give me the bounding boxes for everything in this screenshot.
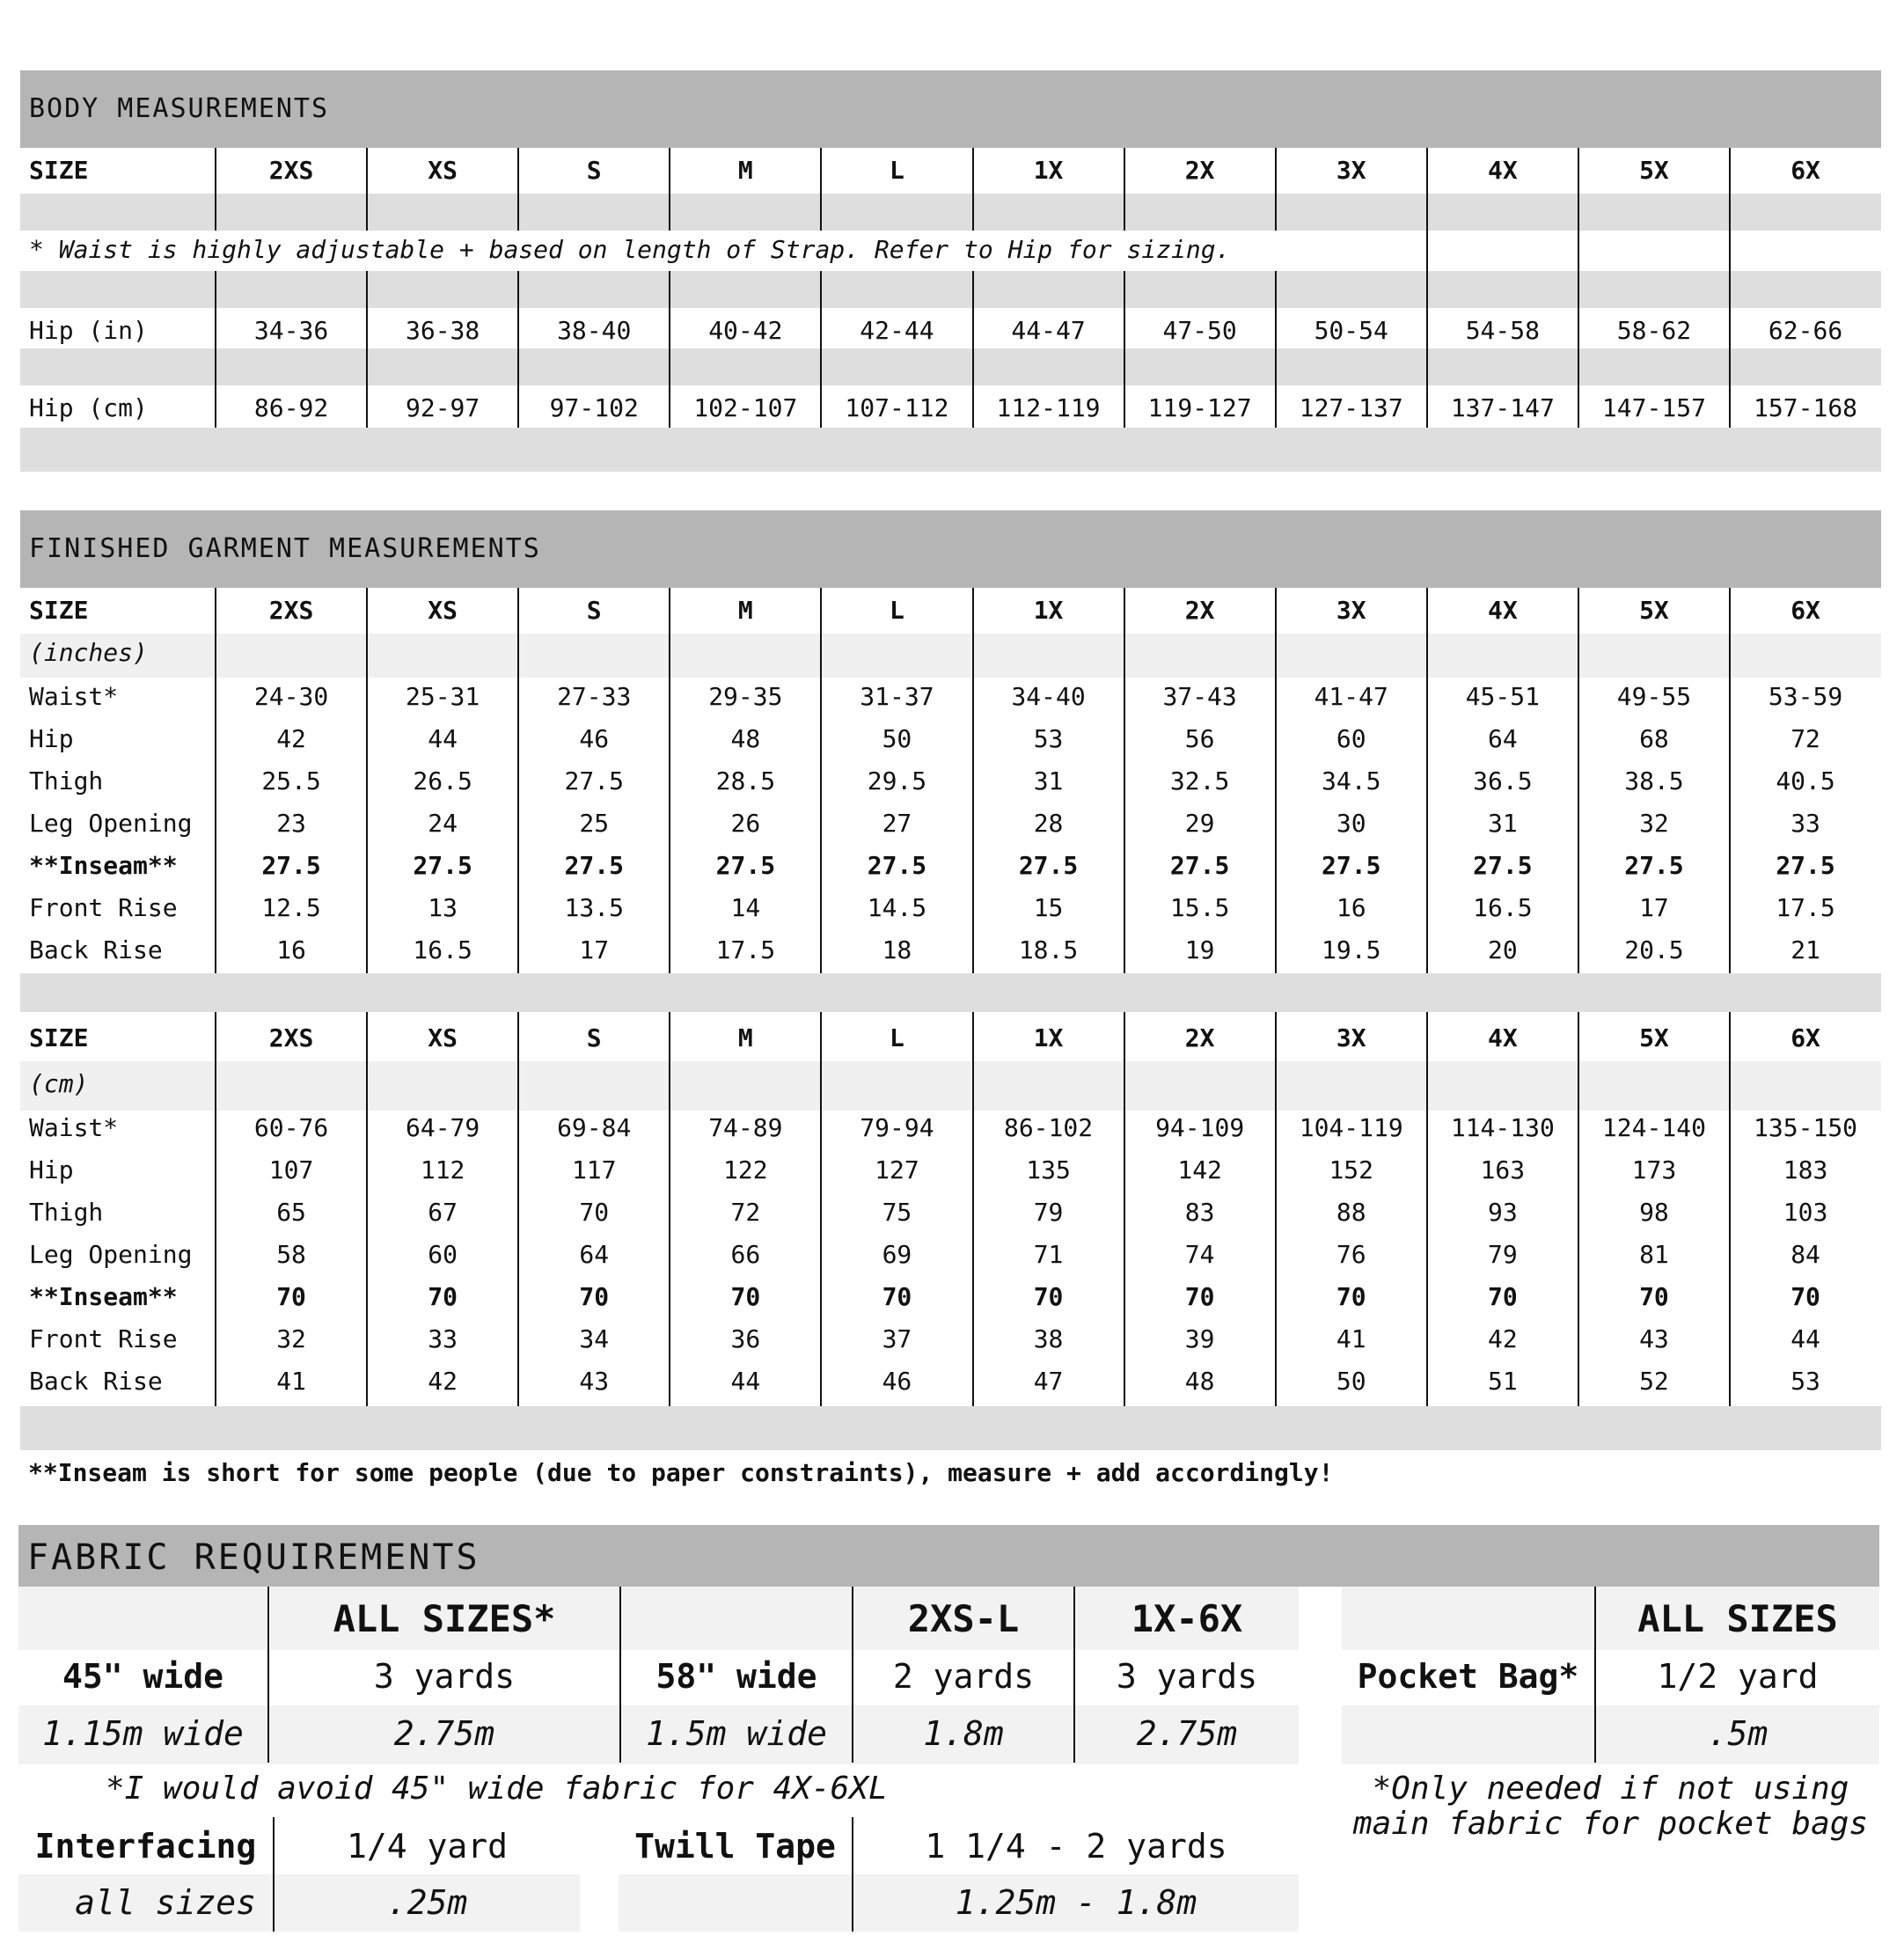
garment-cm-row-6-cell: 41 [276, 1367, 306, 1396]
fabric-58-label: 58" wide [655, 1657, 817, 1696]
garment-in-row-4-cell: 27.5 [413, 851, 472, 880]
garment-in-size-cell: 3X [1336, 596, 1366, 625]
body-hip-cm-cell: 102-107 [693, 393, 798, 422]
twill-tape-label: Twill Tape [634, 1827, 836, 1866]
garment-cm-row-0-cell: 135-150 [1754, 1113, 1858, 1142]
garment-cm-row-6-cell: 53 [1790, 1367, 1820, 1396]
garment-cm-row-5-cell: 32 [276, 1324, 306, 1353]
pocket-value: 1/2 yard [1657, 1657, 1819, 1696]
body-hip-in-cell: 40-42 [708, 316, 783, 345]
garment-in-row-5-cell: 12.5 [261, 893, 321, 922]
garment-cm-row-3-cell: 76 [1336, 1240, 1366, 1269]
garment-in-row-3-cell: 31 [1487, 809, 1518, 838]
inseam-note: **Inseam is short for some people (due to paper constraints), measure + add accordingly! [28, 1458, 1334, 1487]
garment-cm-row-1-cell: 127 [875, 1155, 919, 1184]
body-size-cell: L [890, 156, 904, 185]
garment-in-row-4-cell: 27.5 [867, 851, 927, 880]
garment-cm-row-4-cell: 70 [1033, 1282, 1064, 1311]
body-hip-in-cell: 34-36 [253, 316, 329, 345]
garment-cm-row-1-cell: 163 [1480, 1155, 1526, 1184]
body-hip-cm-cell: 92-97 [405, 393, 480, 422]
garment-in-row-5-cell: 15 [1033, 893, 1064, 922]
pocket-note-line-1: *Only needed if not using [1372, 1771, 1849, 1807]
garment-in-row-4-cell: 27.5 [1322, 851, 1381, 880]
garment-in-row-4-cell: 27.5 [261, 851, 321, 880]
body-size-label: SIZE [29, 156, 89, 185]
fabric-58-header-b: 1X-6X [1131, 1597, 1243, 1640]
garment-in-row-6-cell: 21 [1790, 935, 1820, 964]
garment-in-row-6-cell: 16.5 [413, 935, 472, 964]
interfacing-value-metric: .25m [386, 1883, 468, 1922]
garment-cm-row-5-cell: 34 [579, 1324, 610, 1353]
garment-cm-row-2-cell: 88 [1336, 1198, 1366, 1227]
garment-cm-row-3-cell: 58 [276, 1240, 306, 1269]
body-hip-cm-cell: 127-137 [1299, 393, 1403, 422]
garment-cm-row-5-cell: 37 [882, 1324, 912, 1353]
garment-cm-row-6-cell: 52 [1639, 1367, 1669, 1396]
garment-in-row-6-cell: 19 [1184, 935, 1215, 964]
fabric-58-label-metric: 1.5m wide [646, 1714, 827, 1753]
garment-cm-row-4-cell: 70 [730, 1282, 761, 1311]
garment-cm-row-1-cell: 135 [1026, 1155, 1071, 1184]
garment-cm-size-label: SIZE [29, 1023, 89, 1052]
fabric-45-value: 3 yards [373, 1657, 516, 1696]
garment-in-row-0-cell: 37-43 [1162, 682, 1237, 711]
garment-in-row-5-cell: 14.5 [867, 893, 927, 922]
fabric-45-label: 45" wide [62, 1657, 224, 1696]
garment-in-row-5-cell: 16 [1336, 893, 1366, 922]
fabric-58-value-a: 2 yards [892, 1657, 1035, 1696]
garment-in-size-cell: XS [428, 596, 458, 625]
body-hip-cm-cell: 157-168 [1754, 393, 1858, 422]
body-measurements-title: BODY MEASUREMENTS [29, 93, 330, 124]
body-size-cell: 2XS [268, 156, 314, 185]
body-hip-in-cell: 38-40 [557, 316, 632, 345]
garment-in-row-4-cell: 27.5 [564, 851, 624, 880]
garment-cm-row-3-cell: 74 [1184, 1240, 1215, 1269]
garment-in-row-2-cell: 29.5 [867, 766, 927, 796]
garment-cm-row-5-cell: 33 [428, 1324, 458, 1353]
garment-cm-row-5-cell: 36 [730, 1324, 761, 1353]
garment-in-row-5-cell: 14 [730, 893, 761, 922]
garment-cm-row-0-cell: 114-130 [1450, 1113, 1555, 1142]
body-hip-in-cell: 62-66 [1768, 316, 1843, 345]
garment-in-row-0-cell: 27-33 [557, 682, 632, 711]
garment-cm-row-4-cell: 70 [276, 1282, 306, 1311]
garment-in-row-4-cell: 27.5 [1776, 851, 1835, 880]
garment-cm-row-4-cell: 70 [1336, 1282, 1366, 1311]
fabric-table-pocket [1342, 1587, 1879, 1763]
garment-in-row-0-cell: 31-37 [860, 682, 934, 711]
garment-in-row-1-cell: 56 [1184, 724, 1215, 753]
garment-in-row-2-cell: 34.5 [1322, 766, 1381, 796]
garment-in-row-2-cell: 38.5 [1624, 766, 1684, 796]
garment-in-row-0-cell: 41-47 [1314, 682, 1388, 711]
garment-in-row-4-cell: 27.5 [1018, 851, 1079, 880]
garment-cm-row-2-cell: 65 [276, 1198, 306, 1227]
body-size-cell: 6X [1790, 156, 1820, 185]
fabric-45-label-metric: 1.15m wide [42, 1714, 244, 1753]
body-hip-cm-cell: 97-102 [549, 393, 639, 422]
garment-cm-row-6-cell: 47 [1033, 1367, 1064, 1396]
garment-cm-row-5-cell: 43 [1639, 1324, 1669, 1353]
garment-cm-row-6-cell: 43 [579, 1367, 610, 1396]
garment-cm-row-3-cell: 71 [1033, 1240, 1064, 1269]
garment-in-row-1-cell: 60 [1336, 724, 1366, 753]
garment-cm-unit-label: (cm) [29, 1069, 89, 1098]
body-size-cell: 2X [1184, 156, 1215, 185]
garment-cm-row-1-cell: 173 [1631, 1155, 1677, 1184]
garment-cm-size-cell: 2XS [268, 1023, 314, 1052]
garment-cm-row-5-cell: 39 [1184, 1324, 1215, 1353]
garment-cm-row-0-cell: 104-119 [1299, 1113, 1403, 1142]
garment-cm-row-0-cell: 86-102 [1003, 1113, 1094, 1142]
fabric-requirements-title: FABRIC REQUIREMENTS [27, 1537, 480, 1578]
garment-in-row-1-cell: 48 [730, 724, 761, 753]
garment-cm-size-cell: 4X [1487, 1023, 1518, 1052]
garment-in-row-3-cell: 24 [428, 809, 458, 838]
garment-cm-size-cell: M [737, 1023, 753, 1052]
garment-cm-size-cell: L [890, 1023, 904, 1052]
pocket-value-metric: .5m [1707, 1714, 1769, 1753]
body-size-cell: 5X [1639, 156, 1669, 185]
garment-in-row-4-cell: 27.5 [1473, 851, 1533, 880]
garment-in-row-1-cell: 68 [1639, 724, 1669, 753]
garment-cm-size-cell: S [586, 1023, 602, 1052]
body-hip-cm-cell: 119-127 [1147, 393, 1252, 422]
garment-cm-row-3-label: Leg Opening [29, 1240, 193, 1269]
garment-in-row-3-cell: 30 [1336, 809, 1366, 838]
garment-in-row-2-cell: 26.5 [413, 766, 472, 796]
garment-in-row-0-cell: 25-31 [405, 682, 480, 711]
pocket-header: ALL SIZES [1637, 1597, 1838, 1640]
garment-cm-row-2-cell: 70 [579, 1198, 610, 1227]
garment-cm-row-2-label: Thigh [29, 1198, 104, 1227]
garment-in-row-2-cell: 31 [1033, 766, 1064, 796]
garment-cm-row-4-cell: 70 [1487, 1282, 1518, 1311]
body-hip-in-cell: 44-47 [1011, 316, 1086, 345]
body-hip-in-cell: 50-54 [1314, 316, 1388, 345]
body-measurements-header [20, 70, 1881, 148]
garment-in-row-3-cell: 27 [882, 809, 912, 838]
garment-in-row-3-cell: 29 [1184, 809, 1215, 838]
garment-in-size-cell: 1X [1033, 596, 1064, 625]
garment-cm-row-3-cell: 66 [730, 1240, 761, 1269]
garment-cm-row-6-cell: 42 [428, 1367, 458, 1396]
garment-in-size-cell: 2XS [268, 596, 314, 625]
garment-in-row-0-cell: 45-51 [1465, 682, 1540, 711]
garment-in-row-5-cell: 15.5 [1169, 893, 1230, 922]
garment-in-row-2-cell: 25.5 [261, 766, 321, 796]
garment-cm-size-cell: 3X [1336, 1023, 1366, 1052]
garment-in-size-cell: 6X [1790, 596, 1820, 625]
garment-in-row-6-cell: 20.5 [1624, 935, 1684, 964]
garment-in-row-3-cell: 28 [1033, 809, 1064, 838]
garment-in-row-0-label: Waist* [29, 682, 119, 711]
garment-in-row-0-cell: 53-59 [1768, 682, 1843, 711]
garment-cm-row-4-cell: 70 [1790, 1282, 1820, 1311]
garment-cm-row-2-cell: 72 [730, 1198, 761, 1227]
garment-in-size-cell: 4X [1487, 596, 1518, 625]
garment-in-row-0-cell: 24-30 [253, 682, 329, 711]
garment-cm-row-4-cell: 70 [579, 1282, 610, 1311]
garment-in-row-1-cell: 42 [276, 724, 306, 753]
garment-cm-row-6-cell: 46 [882, 1367, 912, 1396]
garment-in-size-cell: M [737, 596, 753, 625]
pocket-note-line-2: main fabric for pocket bags [1352, 1806, 1869, 1842]
body-size-cell: M [737, 156, 753, 185]
twill-tape-value: 1 1/4 - 2 yards [925, 1827, 1227, 1866]
fabric-58-header-a: 2XS-L [907, 1597, 1020, 1640]
garment-in-row-2-cell: 28.5 [715, 766, 776, 796]
garment-in-row-1-cell: 64 [1487, 724, 1518, 753]
garment-in-row-3-cell: 23 [276, 809, 306, 838]
garment-in-row-1-cell: 44 [428, 724, 458, 753]
body-hip-cm-label: Hip (cm) [29, 393, 148, 422]
garment-in-row-6-cell: 20 [1487, 935, 1518, 964]
garment-cm-row-4-label: **Inseam** [29, 1282, 178, 1311]
fabric-58-value-a-metric: 1.8m [923, 1714, 1004, 1753]
garment-in-size-cell: 5X [1639, 596, 1669, 625]
garment-in-row-1-cell: 72 [1790, 724, 1820, 753]
garment-cm-row-3-cell: 79 [1487, 1240, 1518, 1269]
fabric-45-header: ALL SIZES* [333, 1597, 556, 1640]
garment-cm-row-3-cell: 84 [1790, 1240, 1820, 1269]
garment-cm-size-cell: 5X [1639, 1023, 1669, 1052]
body-size-cell: 1X [1033, 156, 1064, 185]
garment-in-row-5-label: Front Rise [29, 893, 178, 922]
body-hip-in-cell: 42-44 [860, 316, 934, 345]
garment-in-row-6-cell: 18.5 [1018, 935, 1079, 964]
garment-cm-row-1-cell: 152 [1329, 1155, 1374, 1184]
garment-cm-row-3-cell: 81 [1639, 1240, 1669, 1269]
garment-in-row-2-label: Thigh [29, 766, 104, 796]
garment-cm-row-3-cell: 69 [882, 1240, 912, 1269]
garment-cm-row-0-cell: 74-89 [708, 1113, 783, 1142]
garment-cm-row-3-cell: 60 [428, 1240, 458, 1269]
body-size-cell: S [586, 156, 602, 185]
garment-cm-row-0-cell: 79-94 [860, 1113, 934, 1142]
garment-cm-row-5-cell: 41 [1336, 1324, 1366, 1353]
body-hip-cm-cell: 137-147 [1450, 393, 1555, 422]
garment-cm-row-4-cell: 70 [882, 1282, 912, 1311]
garment-in-row-1-cell: 50 [882, 724, 912, 753]
garment-in-row-5-cell: 13.5 [564, 893, 624, 922]
fabric-58-value-b: 3 yards [1116, 1657, 1258, 1696]
garment-in-row-3-cell: 25 [579, 809, 610, 838]
garment-in-row-6-cell: 17.5 [715, 935, 776, 964]
garment-in-row-3-label: Leg Opening [29, 809, 193, 838]
body-hip-in-cell: 54-58 [1465, 316, 1540, 345]
garment-cm-row-0-cell: 69-84 [557, 1113, 632, 1142]
garment-in-size-cell: S [586, 596, 602, 625]
garment-measurements-title: FINISHED GARMENT MEASUREMENTS [29, 533, 541, 564]
body-measurements-table [20, 148, 1881, 472]
garment-cm-row-1-cell: 112 [420, 1155, 465, 1184]
garment-cm-row-0-cell: 94-109 [1155, 1113, 1245, 1142]
garment-in-row-1-cell: 53 [1033, 724, 1064, 753]
garment-in-row-3-cell: 33 [1790, 809, 1820, 838]
garment-cm-size-cell: XS [428, 1023, 458, 1052]
garment-cm-row-4-cell: 70 [1184, 1282, 1215, 1311]
garment-cm-row-5-cell: 44 [1790, 1324, 1820, 1353]
garment-in-unit-label: (inches) [29, 638, 148, 667]
garment-in-row-4-cell: 27.5 [715, 851, 776, 880]
garment-cm-row-5-cell: 38 [1033, 1324, 1064, 1353]
garment-in-row-2-cell: 40.5 [1776, 766, 1835, 796]
garment-in-row-6-label: Back Rise [29, 935, 163, 964]
garment-cm-row-2-cell: 103 [1783, 1198, 1828, 1227]
garment-cm-size-cell: 6X [1790, 1023, 1820, 1052]
body-hip-in-cell: 58-62 [1616, 316, 1692, 345]
twill-tape-value-metric: 1.25m - 1.8m [955, 1883, 1197, 1922]
garment-in-row-6-cell: 16 [276, 935, 306, 964]
garment-in-row-5-cell: 17.5 [1776, 893, 1835, 922]
garment-cm-row-0-cell: 60-76 [253, 1113, 329, 1142]
garment-cm-row-2-cell: 75 [882, 1198, 912, 1227]
pocket-label: Pocket Bag* [1357, 1657, 1579, 1696]
garment-measurements-table [20, 588, 1881, 1450]
twill-tape-table [619, 1817, 1299, 1932]
garment-in-row-4-cell: 27.5 [1169, 851, 1230, 880]
garment-cm-row-0-cell: 124-140 [1601, 1113, 1706, 1142]
garment-in-row-6-cell: 18 [882, 935, 912, 964]
body-size-cell: XS [428, 156, 458, 185]
garment-in-row-3-cell: 32 [1639, 809, 1669, 838]
garment-in-size-cell: 2X [1184, 596, 1215, 625]
garment-measurements-header [20, 510, 1881, 588]
garment-cm-row-0-cell: 64-79 [405, 1113, 480, 1142]
avoid-45-note: *I would avoid 45" wide fabric for 4X-6XL [106, 1771, 888, 1807]
garment-in-row-2-cell: 27.5 [564, 766, 624, 796]
garment-cm-size-cell: 1X [1033, 1023, 1064, 1052]
garment-in-row-3-cell: 26 [730, 809, 761, 838]
body-hip-cm-cell: 107-112 [845, 393, 949, 422]
garment-in-size-cell: L [890, 596, 904, 625]
garment-in-row-5-cell: 16.5 [1473, 893, 1533, 922]
fabric-45-value-metric: 2.75m [393, 1714, 495, 1753]
garment-cm-row-6-cell: 48 [1184, 1367, 1215, 1396]
body-hip-cm-cell: 86-92 [253, 393, 329, 422]
garment-cm-row-2-cell: 79 [1033, 1198, 1064, 1227]
body-size-cell: 4X [1487, 156, 1518, 185]
garment-in-row-0-cell: 49-55 [1616, 682, 1692, 711]
garment-in-row-4-label: **Inseam** [29, 851, 178, 880]
garment-in-row-6-cell: 17 [579, 935, 610, 964]
body-hip-cm-cell: 112-119 [996, 393, 1101, 422]
interfacing-label-metric: all sizes [75, 1883, 256, 1922]
body-waist-note: * Waist is highly adjustable + based on length of Strap. Refer to Hip for sizing. [29, 235, 1231, 264]
garment-cm-row-6-label: Back Rise [29, 1367, 163, 1396]
garment-cm-row-2-cell: 98 [1639, 1198, 1669, 1227]
interfacing-value: 1/4 yard [346, 1827, 509, 1866]
garment-cm-row-2-cell: 67 [428, 1198, 458, 1227]
garment-cm-row-4-cell: 70 [428, 1282, 458, 1311]
garment-cm-row-4-cell: 70 [1639, 1282, 1669, 1311]
body-hip-in-label: Hip (in) [29, 316, 148, 345]
garment-cm-row-5-cell: 42 [1487, 1324, 1518, 1353]
garment-in-row-0-cell: 34-40 [1011, 682, 1086, 711]
fabric-requirements-header [18, 1525, 1879, 1587]
garment-in-row-2-cell: 32.5 [1169, 766, 1230, 796]
garment-cm-row-1-cell: 122 [723, 1155, 768, 1184]
garment-cm-row-0-label: Waist* [29, 1113, 119, 1142]
interfacing-label: Interfacing [34, 1827, 257, 1866]
garment-cm-row-3-cell: 64 [579, 1240, 610, 1269]
garment-cm-row-6-cell: 51 [1487, 1367, 1518, 1396]
fabric-58-value-b-metric: 2.75m [1136, 1714, 1238, 1753]
garment-cm-row-1-cell: 117 [571, 1155, 617, 1184]
garment-in-row-2-cell: 36.5 [1473, 766, 1533, 796]
garment-in-row-6-cell: 19.5 [1322, 935, 1381, 964]
garment-in-row-5-cell: 17 [1639, 893, 1669, 922]
garment-cm-row-2-cell: 93 [1487, 1198, 1518, 1227]
body-size-cell: 3X [1336, 156, 1366, 185]
garment-in-row-0-cell: 29-35 [708, 682, 783, 711]
garment-in-size-label: SIZE [29, 596, 89, 625]
garment-cm-row-1-cell: 142 [1177, 1155, 1222, 1184]
fabric-table-45 [18, 1587, 1299, 1763]
garment-cm-row-1-label: Hip [29, 1155, 74, 1184]
garment-cm-size-cell: 2X [1184, 1023, 1215, 1052]
garment-in-row-1-cell: 46 [579, 724, 610, 753]
body-hip-cm-cell: 147-157 [1601, 393, 1706, 422]
garment-in-row-4-cell: 27.5 [1624, 851, 1684, 880]
garment-cm-row-1-cell: 183 [1783, 1155, 1828, 1184]
interfacing-table [18, 1817, 580, 1932]
garment-cm-row-6-cell: 50 [1336, 1367, 1366, 1396]
garment-in-row-1-label: Hip [29, 724, 74, 753]
garment-cm-row-1-cell: 107 [268, 1155, 314, 1184]
body-hip-in-cell: 36-38 [405, 316, 480, 345]
body-hip-in-cell: 47-50 [1162, 316, 1237, 345]
garment-in-row-5-cell: 13 [428, 893, 458, 922]
garment-cm-row-2-cell: 83 [1184, 1198, 1215, 1227]
garment-cm-row-5-label: Front Rise [29, 1324, 178, 1353]
garment-cm-row-6-cell: 44 [730, 1367, 761, 1396]
